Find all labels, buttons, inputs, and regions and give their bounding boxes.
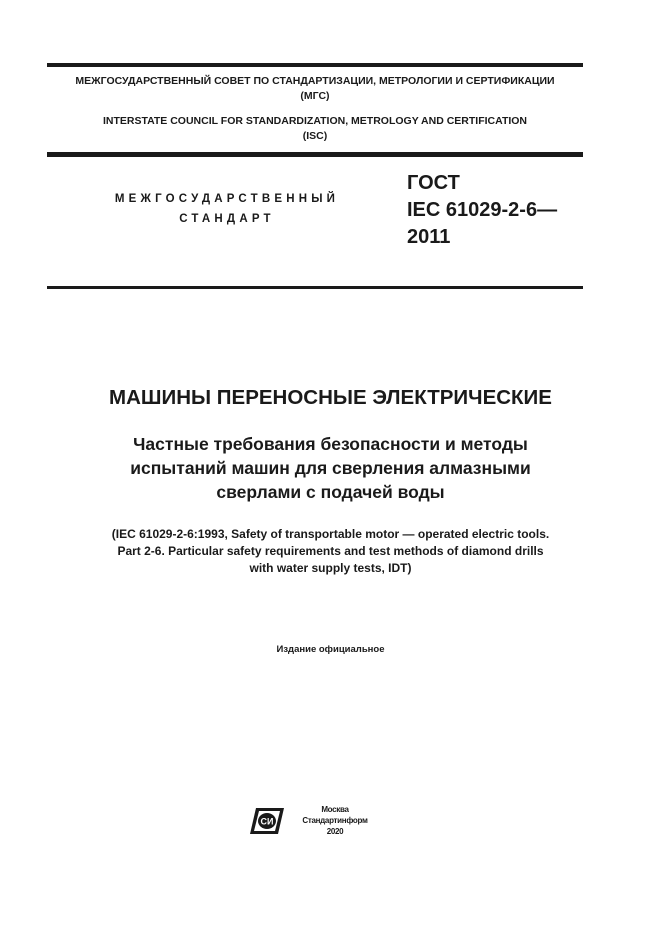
- imprint: [290, 804, 380, 837]
- standartinform-logo-icon: [248, 804, 286, 838]
- edition-note: Издание официальное: [276, 644, 385, 655]
- document-title: МАШИНЫ ПЕРЕНОСНЫЕ ЭЛЕКТРИЧЕСКИЕ: [109, 386, 552, 409]
- document-subtitle: [30, 432, 631, 504]
- standard-type-line-2: СТАНДАРТ: [179, 213, 275, 225]
- designation-line-3: 2011: [407, 226, 451, 248]
- source-line-2: Part 2-6. Particular safety requirements and test methods of diamond drills: [117, 544, 544, 558]
- council-name-ru: [47, 74, 583, 104]
- source-line-1: (IEC 61029-2-6:1993, Safety of transportable motor — operated electric tools.: [111, 527, 550, 541]
- council-name-en: [47, 114, 583, 144]
- standard-type-line-1: МЕЖГОСУДАРСТВЕННЫЙ: [114, 193, 340, 205]
- subtitle-line-2: испытаний машин для сверления алмазными: [130, 458, 531, 478]
- designation-line-1: ГОСТ: [407, 172, 460, 194]
- council-ru-line-1: МЕЖГОСУДАРСТВЕННЫЙ СОВЕТ ПО СТАНДАРТИЗАЦИИ, МЕТРОЛОГИИ И СЕРТИФИКАЦИИ: [75, 75, 555, 87]
- logo-lettering: СИ: [260, 816, 274, 827]
- council-en-line-1: INTERSTATE COUNCIL FOR STANDARDIZATION, METROLOGY AND CERTIFICATION: [102, 115, 528, 127]
- council-en-line-2: (ISC): [302, 130, 328, 142]
- source-standard-reference: [30, 526, 631, 577]
- top-rule: [47, 63, 583, 67]
- bottom-rule: [47, 286, 583, 289]
- imprint-publisher: Стандартинформ: [302, 816, 368, 825]
- designation-line-2: IEC 61029-2-6—: [407, 199, 558, 221]
- standard-designation: [407, 170, 557, 251]
- source-line-3: with water supply tests, IDT): [249, 561, 412, 575]
- middle-rule: [47, 152, 583, 157]
- imprint-city: Москва: [321, 805, 349, 814]
- subtitle-line-3: сверлами с подачей воды: [216, 482, 445, 502]
- subtitle-line-1: Частные требования безопасности и методы: [133, 434, 528, 454]
- imprint-year: 2020: [326, 827, 344, 836]
- council-ru-line-2: (МГС): [300, 90, 330, 102]
